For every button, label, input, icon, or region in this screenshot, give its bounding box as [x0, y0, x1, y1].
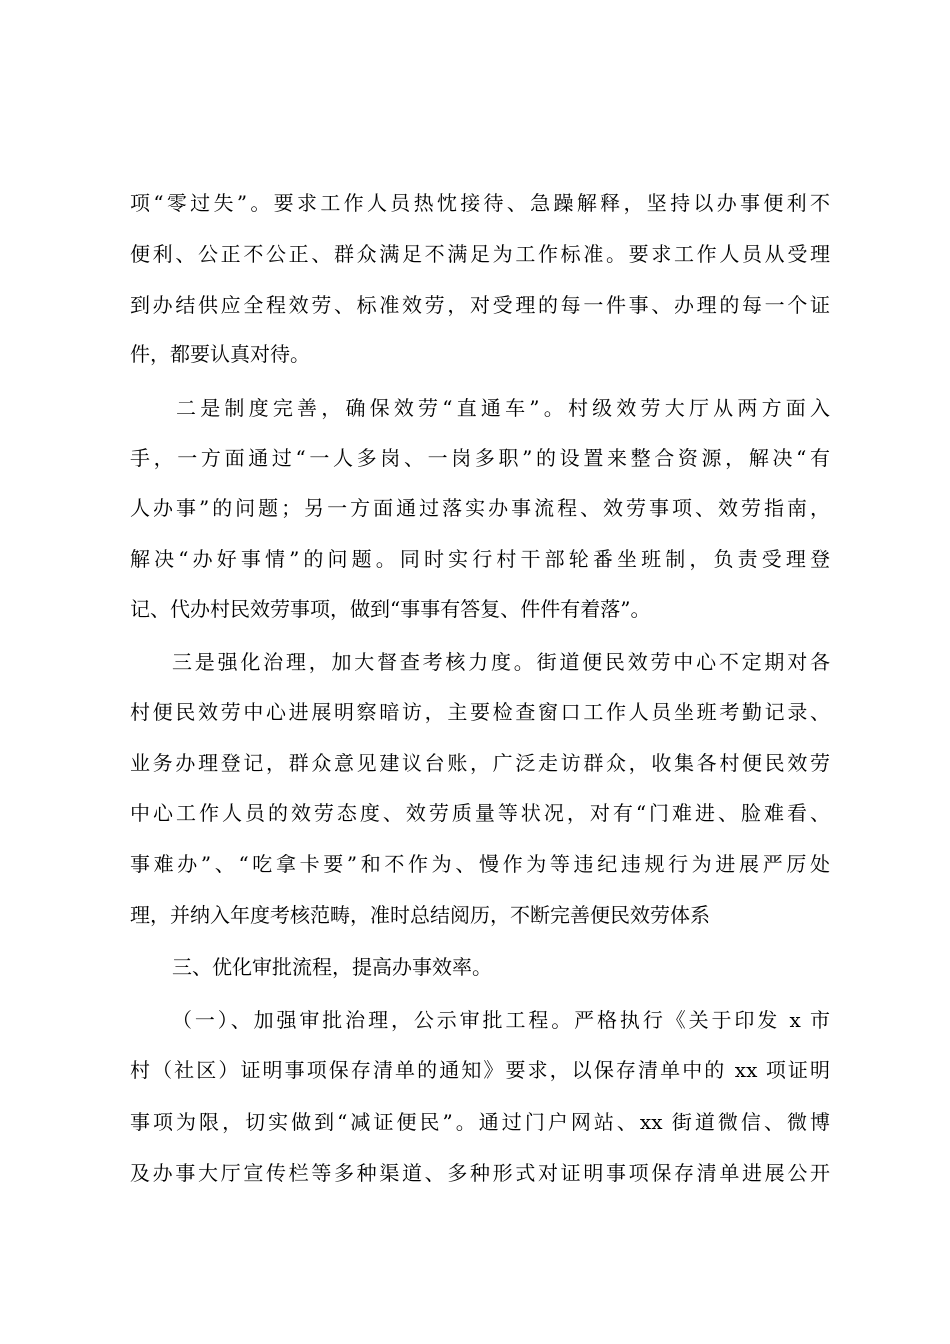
text-line: 事项为限，切实做到“减证便民”。通过门户网站、xx 街道微信、微博	[130, 1110, 830, 1134]
text-line: 项“零过失”。要求工作人员热忱接待、急躁解释，坚持以办事便利不	[130, 191, 830, 215]
text-line: 便利、公正不公正、群众满足不满足为工作标准。要求工作人员从受理	[130, 242, 830, 266]
text-line: 人办事”的问题；另一方面通过落实办事流程、效劳事项、效劳指南，	[130, 496, 830, 520]
text-line: 件，都要认真对待。	[130, 342, 310, 366]
text-line: 手，一方面通过“一人多岗、一岗多职”的设置来整合资源，解决“有	[130, 446, 830, 470]
text-line: 村便民效劳中心进展明察暗访，主要检查窗口工作人员坐班考勤记录、	[130, 700, 830, 724]
text-line: 到办结供应全程效劳、标准效劳，对受理的每一件事、办理的每一个证	[130, 293, 830, 317]
text-line: 业务办理登记，群众意见建议台账，广泛走访群众，收集各村便民效劳	[130, 751, 830, 775]
text-line: 中心工作人员的效劳态度、效劳质量等状况，对有“门难进、脸难看、	[130, 801, 830, 825]
text-line: 二是制度完善，确保效劳“直通车”。村级效劳大厅从两方面入	[176, 396, 830, 420]
text-line: 事难办”、“吃拿卡要”和不作为、慢作为等违纪违规行为进展严厉处	[130, 852, 830, 876]
heading-text: 三、优化审批流程，提高办事效率。	[172, 955, 492, 979]
text-line: 三是强化治理，加大督查考核力度。街道便民效劳中心不定期对各	[172, 650, 830, 674]
text-line: 理，并纳入年度考核范畴，准时总结阅历，不断完善便民效劳体系	[130, 903, 710, 927]
text-line: 解决“办好事情”的问题。同时实行村干部轮番坐班制，负责受理登	[130, 547, 830, 571]
text-line: 记、代办村民效劳事项，做到“事事有答复、件件有着落”。	[130, 597, 651, 621]
text-line: 及办事大厅宣传栏等多种渠道、多种形式对证明事项保存清单进展公开	[130, 1161, 830, 1185]
text-line: 村（社区）证明事项保存清单的通知》要求，以保存清单中的 xx 项证明	[130, 1058, 830, 1082]
text-line: （一）、加强审批治理，公示审批工程。严格执行《关于印发 x 市	[172, 1008, 830, 1032]
